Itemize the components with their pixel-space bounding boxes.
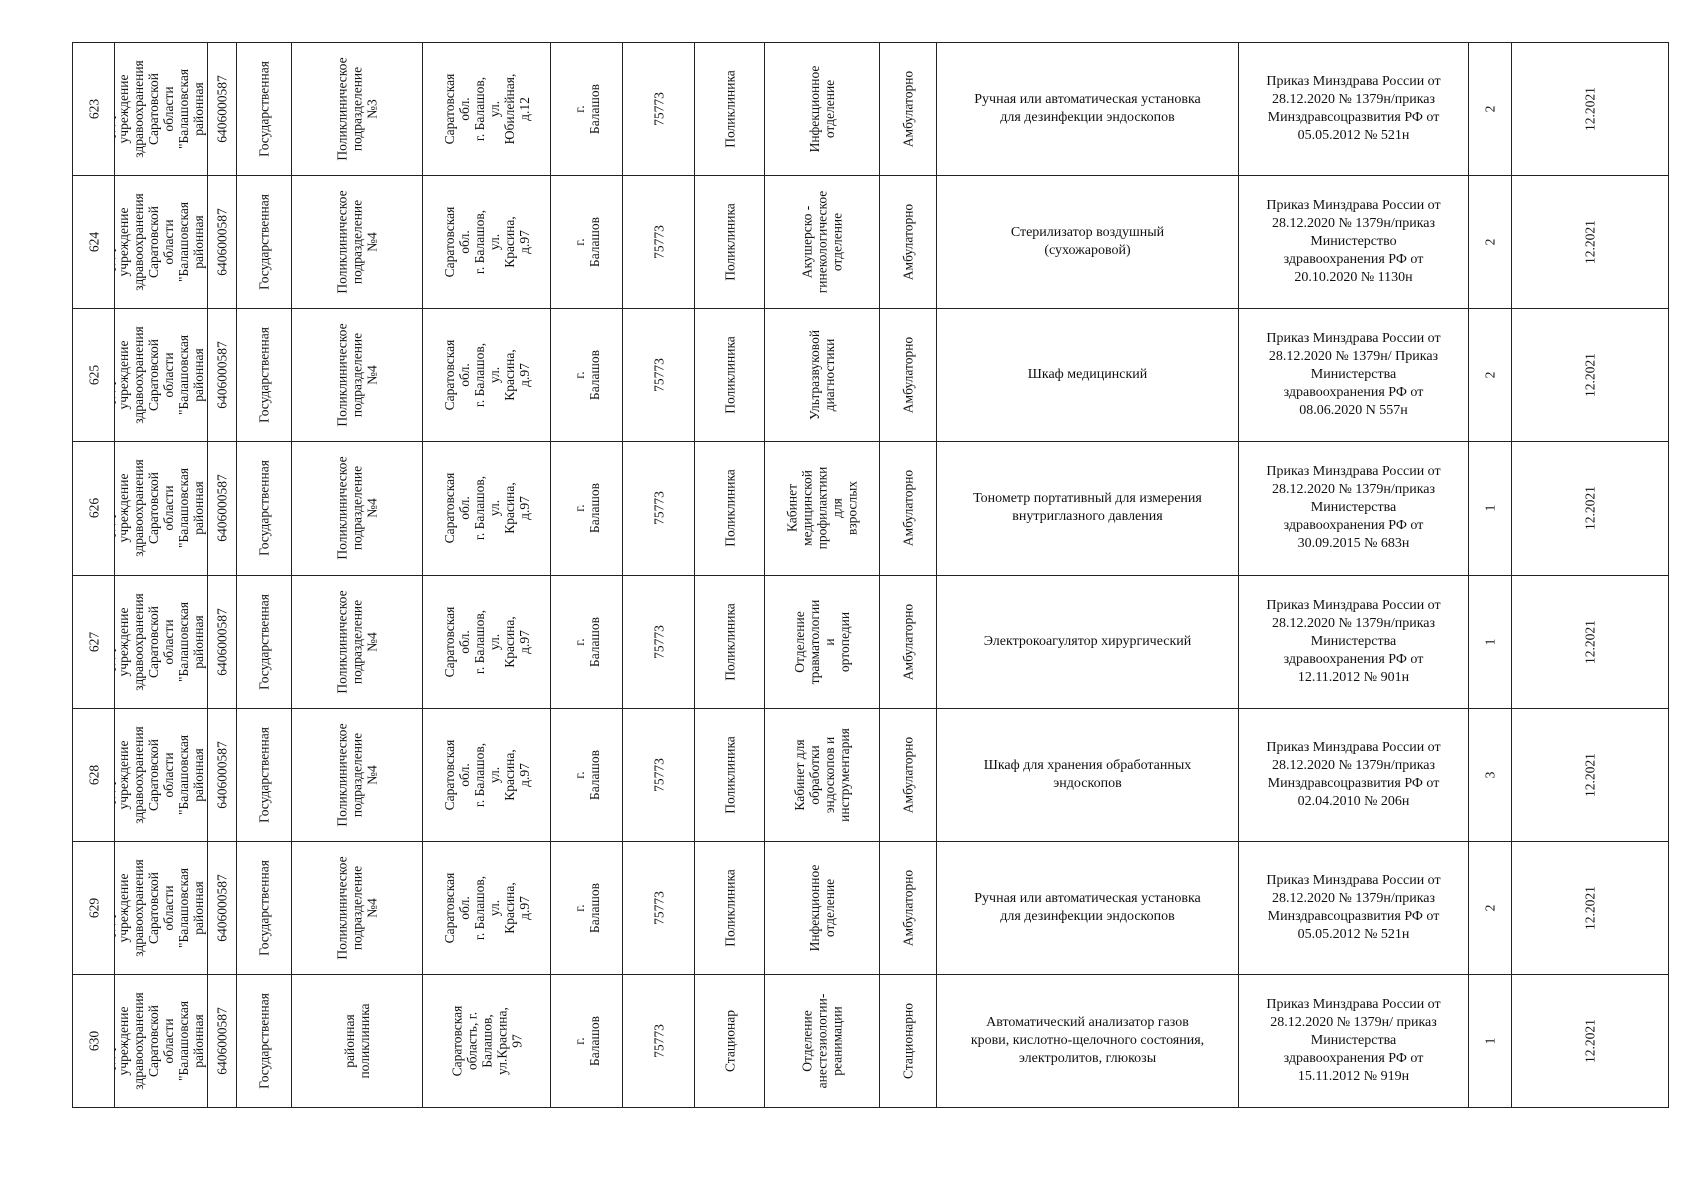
date-cell [1512, 442, 1669, 575]
organization-cell [115, 442, 208, 575]
regulation-order-cell [1239, 176, 1469, 309]
department-text: Кабинет медицинской профилактики для взрослых [784, 467, 860, 550]
department-text: Инфекционное отделение [807, 65, 837, 153]
equipment-register-table [72, 42, 1669, 1108]
organization-text: учреждение здравоохранения Саратовской области "Балашовская районная [116, 859, 206, 957]
facility-type-text: Поликлиника [722, 336, 737, 415]
quantity-text: 3 [1482, 771, 1498, 779]
equipment-name-text: Шкаф для хранения обработанных эндоскопов [983, 757, 1192, 791]
ownership-cell [237, 43, 292, 176]
organization-cell [115, 43, 208, 176]
city-cell [551, 309, 623, 442]
department-text: Отделение травматологии и ортопедии [792, 599, 852, 684]
table-row [73, 708, 1669, 841]
department-cell [765, 309, 880, 442]
organization-text: учреждение здравоохранения Саратовской области "Балашовская районная [116, 193, 206, 291]
inn-text: 6406000587 [214, 607, 230, 676]
code-text: 75773 [651, 92, 666, 126]
organization-cell [115, 708, 208, 841]
equipment-name-cell [937, 309, 1239, 442]
quantity-cell [1469, 575, 1512, 708]
subdivision-text: Поликлиническое подразделение №4 [334, 323, 380, 427]
city-cell [551, 575, 623, 708]
ownership-cell [237, 309, 292, 442]
organization-text: учреждение здравоохранения Саратовской области "Балашовская районная [116, 459, 206, 558]
quantity-text: 1 [1482, 638, 1498, 645]
facility-type-cell [695, 708, 765, 841]
city-text: г. Балашов [571, 882, 602, 933]
code-text: 75773 [651, 1024, 666, 1058]
care-mode-cell [880, 309, 937, 442]
row-number-cell [73, 841, 115, 974]
code-cell [623, 176, 695, 309]
city-text: г. Балашов [571, 84, 602, 135]
organization-cell [115, 575, 208, 708]
city-text: г. Балашов [571, 217, 602, 268]
facility-type-cell [695, 176, 765, 309]
address-cell [423, 708, 551, 841]
table-row [73, 442, 1669, 575]
facility-type-cell [695, 575, 765, 708]
inn-text: 6406000587 [214, 1007, 230, 1075]
date-text: 12.2021 [1582, 353, 1598, 398]
care-mode-text: Амбулаторно [900, 337, 916, 414]
quantity-cell [1469, 442, 1512, 575]
address-text: Саратовская область, г. Балашов, ул.Красина, 97 [449, 1005, 524, 1077]
care-mode-text: Амбулаторно [900, 70, 916, 148]
date-cell [1512, 575, 1669, 708]
row-number-text: 628 [86, 764, 101, 785]
subdivision-text: Поликлиническое подразделение №4 [334, 456, 380, 561]
inn-text: 6406000587 [214, 740, 230, 809]
organization-text: учреждение здравоохранения Саратовской области "Балашовская районная [116, 992, 206, 1090]
row-number-cell [73, 43, 115, 176]
facility-type-cell [695, 43, 765, 176]
department-text: Акушерско - гинекологическое отделение [799, 190, 845, 294]
regulation-order-text: Приказ Минздрава России от 28.12.2020 № 1379н/приказ Министерство здравоохранения РФ от 20.10.2020 № 1130н [1266, 198, 1441, 286]
date-text: 12.2021 [1582, 1019, 1598, 1063]
ownership-cell [237, 176, 292, 309]
quantity-text: 2 [1482, 238, 1498, 246]
subdivision-text: Поликлиническое подразделение №4 [334, 856, 380, 960]
equipment-name-text: Ручная или автоматическая установка для дезинфекции эндоскопов [974, 890, 1201, 924]
inn-cell [208, 575, 237, 708]
ownership-cell [237, 974, 292, 1107]
address-cell [423, 442, 551, 575]
quantity-cell [1469, 43, 1512, 176]
row-number-cell [73, 176, 115, 309]
date-text: 12.2021 [1582, 87, 1598, 131]
department-cell [765, 176, 880, 309]
table-row [73, 176, 1669, 309]
inn-text: 6406000587 [214, 474, 230, 543]
care-mode-cell [880, 43, 937, 176]
organization-cell [115, 176, 208, 309]
address-cell [423, 176, 551, 309]
code-text: 75773 [651, 624, 666, 659]
code-cell [623, 841, 695, 974]
address-cell [423, 841, 551, 974]
code-cell [623, 708, 695, 841]
city-text: г. Балашов [571, 616, 602, 667]
address-text: Саратовская обл. г. Балашов, ул. Юбилейная, д.12 [441, 73, 532, 145]
care-mode-cell [880, 708, 937, 841]
inn-text: 6406000587 [214, 75, 230, 143]
inn-cell [208, 43, 237, 176]
ownership-text: Государственная [256, 993, 272, 1089]
row-number-cell [73, 442, 115, 575]
row-number-text: 629 [86, 897, 101, 918]
quantity-cell [1469, 309, 1512, 442]
date-cell [1512, 43, 1669, 176]
department-cell [765, 708, 880, 841]
inn-cell [208, 176, 237, 309]
table-row [73, 841, 1669, 974]
equipment-name-cell [937, 708, 1239, 841]
care-mode-cell [880, 176, 937, 309]
regulation-order-cell [1239, 708, 1469, 841]
city-cell [551, 43, 623, 176]
quantity-cell [1469, 176, 1512, 309]
care-mode-cell [880, 575, 937, 708]
facility-type-text: Поликлиника [722, 469, 737, 548]
equipment-name-cell [937, 442, 1239, 575]
address-text: Саратовская обл. г. Балашов, ул. Красина, д.97 [441, 872, 532, 944]
row-number-text: 624 [86, 232, 101, 253]
subdivision-cell [292, 708, 423, 841]
department-cell [765, 974, 880, 1107]
quantity-cell [1469, 974, 1512, 1107]
date-cell [1512, 708, 1669, 841]
regulation-order-text: Приказ Минздрава России от 28.12.2020 № 1379н/приказ Минздравсоцразвития РФ от 05.05.2012 № 521н [1266, 872, 1441, 942]
regulation-order-cell [1239, 442, 1469, 575]
organization-cell [115, 974, 208, 1107]
city-cell [551, 974, 623, 1107]
date-cell [1512, 309, 1669, 442]
regulation-order-cell [1239, 974, 1469, 1107]
regulation-order-text: Приказ Минздрава России от 28.12.2020 № 1379н/ Приказ Министерства здравоохранения РФ от 08.06.2020 N 557н [1266, 331, 1441, 419]
ownership-text: Государственная [256, 593, 272, 690]
code-text: 75773 [651, 757, 666, 792]
address-text: Саратовская обл. г. Балашов, ул. Красина, д.97 [441, 339, 532, 411]
date-text: 12.2021 [1582, 220, 1598, 265]
table-row [73, 575, 1669, 708]
code-text: 75773 [651, 358, 666, 393]
organization-text: учреждение здравоохранения Саратовской области "Балашовская районная [116, 592, 206, 691]
department-text: Ультразвуковой диагностики [807, 330, 837, 421]
care-mode-text: Амбулаторно [900, 603, 916, 680]
code-cell [623, 43, 695, 176]
facility-type-cell [695, 309, 765, 442]
regulation-order-text: Приказ Минздрава России от 28.12.2020 № 1379н/приказ Минздравсоцразвития РФ от 02.04.2010 № 206н [1266, 739, 1441, 809]
code-cell [623, 575, 695, 708]
subdivision-cell [292, 309, 423, 442]
table-row [73, 309, 1669, 442]
ownership-cell [237, 841, 292, 974]
date-text: 12.2021 [1582, 486, 1598, 531]
code-text: 75773 [651, 890, 666, 925]
equipment-name-text: Автоматический анализатор газов крови, кислотно-щелочного состояния, электролитов, глюкозы [970, 1014, 1205, 1066]
row-number-cell [73, 575, 115, 708]
date-text: 12.2021 [1582, 619, 1598, 664]
address-cell [423, 309, 551, 442]
row-number-cell [73, 309, 115, 442]
facility-type-text: Поликлиника [722, 203, 737, 281]
ownership-cell [237, 708, 292, 841]
row-number-text: 627 [86, 631, 101, 652]
code-text: 75773 [651, 491, 666, 526]
equipment-name-text: Электрокоагулятор хирургический [983, 633, 1192, 649]
department-text: Кабинет для обработки эндоскопов и инструментария [792, 727, 852, 822]
city-text: г. Балашов [571, 350, 602, 401]
row-number-cell [73, 974, 115, 1107]
equipment-name-cell [937, 974, 1239, 1107]
department-cell [765, 43, 880, 176]
row-number-text: 630 [86, 1030, 101, 1052]
ownership-text: Государственная [256, 327, 272, 424]
facility-type-cell [695, 974, 765, 1107]
regulation-order-cell [1239, 575, 1469, 708]
inn-cell [208, 442, 237, 575]
subdivision-cell [292, 43, 423, 176]
facility-type-text: Поликлиника [722, 602, 737, 681]
city-text: г. Балашов [571, 483, 602, 534]
subdivision-cell [292, 841, 423, 974]
city-cell [551, 442, 623, 575]
address-cell [423, 43, 551, 176]
address-cell [423, 974, 551, 1107]
facility-type-text: Поликлиника [722, 70, 737, 148]
city-text: г. Балашов [571, 1015, 602, 1066]
department-cell [765, 841, 880, 974]
date-text: 12.2021 [1582, 885, 1598, 930]
quantity-text: 2 [1482, 105, 1498, 113]
quantity-text: 2 [1482, 904, 1498, 912]
table-row [73, 43, 1669, 176]
inn-cell [208, 309, 237, 442]
facility-type-text: Стационар [722, 1009, 737, 1072]
subdivision-text: Поликлиническое подразделение №4 [334, 589, 380, 694]
inn-text: 6406000587 [214, 874, 230, 942]
facility-type-text: Поликлиника [722, 735, 737, 814]
subdivision-text: Поликлиническое подразделение №4 [334, 723, 380, 827]
quantity-text: 1 [1482, 1037, 1498, 1045]
department-text: Инфекционное отделение [807, 864, 837, 952]
city-cell [551, 708, 623, 841]
organization-text: учреждение здравоохранения Саратовской области "Балашовская районная [116, 60, 206, 158]
subdivision-text: Поликлиническое подразделение №3 [334, 57, 380, 161]
quantity-text: 1 [1482, 505, 1498, 512]
address-text: Саратовская обл. г. Балашов, ул. Красина, д.97 [441, 473, 532, 544]
city-cell [551, 176, 623, 309]
city-cell [551, 841, 623, 974]
row-number-text: 623 [86, 98, 101, 120]
ownership-text: Государственная [256, 726, 272, 823]
address-cell [423, 575, 551, 708]
row-number-text: 625 [86, 365, 101, 386]
subdivision-cell [292, 176, 423, 309]
facility-type-text: Поликлиника [722, 869, 737, 947]
address-text: Саратовская обл. г. Балашов, ул. Красина, д.97 [441, 606, 532, 677]
equipment-name-cell [937, 43, 1239, 176]
equipment-name-text: Стерилизатор воздушный (сухожаровой) [1010, 225, 1165, 259]
regulation-order-text: Приказ Минздрава России от 28.12.2020 № 1379н/приказ Минздравсоцразвития РФ от 05.05.2012 № 521н [1266, 74, 1441, 144]
inn-cell [208, 974, 237, 1107]
subdivision-text: районная поликлиника [342, 1003, 372, 1079]
care-mode-cell [880, 841, 937, 974]
ownership-text: Государственная [256, 61, 272, 157]
organization-cell [115, 841, 208, 974]
table-row [73, 974, 1669, 1107]
equipment-name-text: Ручная или автоматическая установка для дезинфекции эндоскопов [974, 92, 1201, 126]
equipment-name-text: Тонометр портативный для измерения внутриглазного давления [973, 491, 1202, 525]
quantity-cell [1469, 841, 1512, 974]
ownership-text: Государственная [256, 460, 272, 557]
care-mode-text: Амбулаторно [900, 736, 916, 813]
regulation-order-cell [1239, 841, 1469, 974]
regulation-order-text: Приказ Минздрава России от 28.12.2020 № 1379н/ приказ Министерства здравоохранения РФ от 15.11.2012 № 919н [1266, 996, 1441, 1084]
row-number-text: 626 [86, 498, 101, 519]
ownership-cell [237, 442, 292, 575]
date-text: 12.2021 [1582, 752, 1598, 797]
care-mode-text: Амбулаторно [900, 203, 916, 281]
inn-cell [208, 841, 237, 974]
equipment-name-cell [937, 176, 1239, 309]
ownership-text: Государственная [256, 194, 272, 291]
department-cell [765, 575, 880, 708]
regulation-order-text: Приказ Минздрава России от 28.12.2020 № 1379н/приказ Министерства здравоохранения РФ от 30.09.2015 № 683н [1266, 464, 1441, 552]
date-cell [1512, 974, 1669, 1107]
care-mode-text: Стационарно [900, 1002, 916, 1079]
regulation-order-text: Приказ Минздрава России от 28.12.2020 № 1379н/приказ Министерства здравоохранения РФ от 12.11.2012 № 901н [1266, 597, 1441, 685]
code-cell [623, 442, 695, 575]
regulation-order-cell [1239, 43, 1469, 176]
equipment-name-text: Шкаф медицинский [1027, 367, 1148, 383]
department-cell [765, 442, 880, 575]
regulation-order-cell [1239, 309, 1469, 442]
equipment-name-cell [937, 841, 1239, 974]
organization-cell [115, 309, 208, 442]
address-text: Саратовская обл. г. Балашов, ул. Красина, д.97 [441, 739, 532, 811]
ownership-text: Государственная [256, 859, 272, 956]
date-cell [1512, 176, 1669, 309]
care-mode-text: Амбулаторно [900, 470, 916, 547]
code-text: 75773 [651, 225, 666, 260]
city-text: г. Балашов [571, 749, 602, 800]
quantity-text: 2 [1482, 371, 1498, 379]
row-number-cell [73, 708, 115, 841]
department-text: Отделение анестезиологии- реанимации [799, 993, 845, 1089]
organization-text: учреждение здравоохранения Саратовской области "Балашовская районная [116, 326, 206, 425]
facility-type-cell [695, 841, 765, 974]
inn-cell [208, 708, 237, 841]
quantity-cell [1469, 708, 1512, 841]
subdivision-cell [292, 974, 423, 1107]
subdivision-cell [292, 575, 423, 708]
organization-text: учреждение здравоохранения Саратовской области "Балашовская районная [116, 725, 206, 824]
subdivision-cell [292, 442, 423, 575]
equipment-name-cell [937, 575, 1239, 708]
code-cell [623, 309, 695, 442]
date-cell [1512, 841, 1669, 974]
care-mode-cell [880, 442, 937, 575]
facility-type-cell [695, 442, 765, 575]
code-cell [623, 974, 695, 1107]
ownership-cell [237, 575, 292, 708]
address-text: Саратовская обл. г. Балашов, ул. Красина, д.97 [441, 206, 532, 278]
inn-text: 6406000587 [214, 208, 230, 276]
subdivision-text: Поликлиническое подразделение №4 [334, 190, 380, 294]
care-mode-text: Амбулаторно [900, 869, 916, 947]
care-mode-cell [880, 974, 937, 1107]
inn-text: 6406000587 [214, 341, 230, 410]
